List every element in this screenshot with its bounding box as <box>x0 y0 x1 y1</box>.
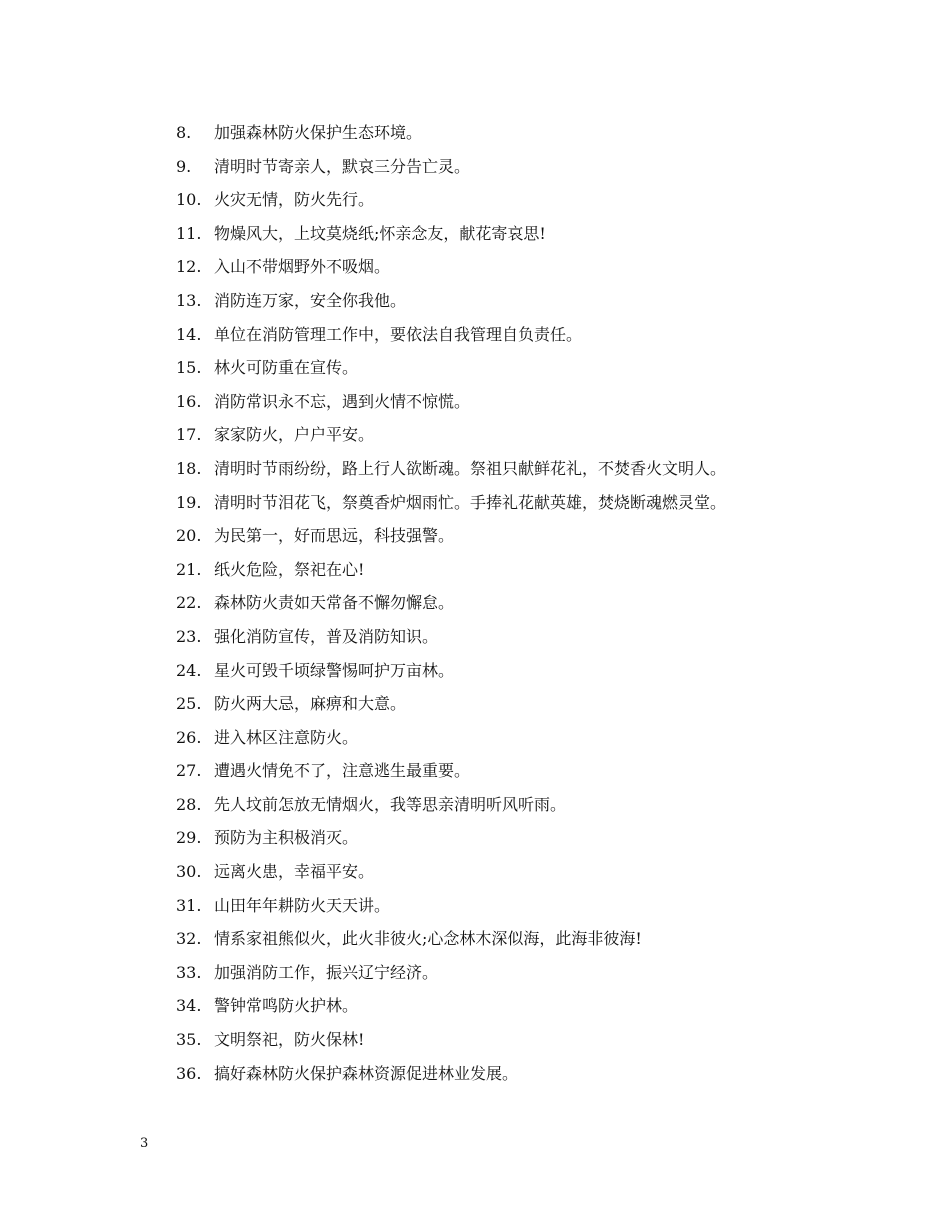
list-item <box>176 519 856 553</box>
item-text: 纸火危险，祭祀在心! <box>214 559 365 579</box>
list-item <box>176 620 856 654</box>
item-text: 情系家祖熊似火，此火非彼火;心念林木深似海，此海非彼海! <box>214 929 642 949</box>
item-text: 遭遇火情免不了，注意逃生最重要。 <box>214 761 471 781</box>
list-item <box>176 183 856 217</box>
item-number: 29. <box>176 828 202 848</box>
item-text: 清明时节泪花飞，祭奠香炉烟雨忙。手捧礼花献英雄，焚烧断魂燃灵堂。 <box>214 492 727 512</box>
item-number: 33. <box>176 962 202 982</box>
item-text: 家家防火，户户平安。 <box>214 425 375 445</box>
item-text: 消防常识永不忘，遇到火情不惊慌。 <box>214 391 471 411</box>
item-number: 36. <box>176 1063 202 1083</box>
item-number: 24. <box>176 660 202 680</box>
list-item <box>176 250 856 284</box>
item-text: 单位在消防管理工作中，要依法自我管理自负责任。 <box>214 324 583 344</box>
list-item <box>176 855 856 889</box>
item-number: 32. <box>176 929 202 949</box>
item-number: 23. <box>176 626 202 646</box>
list-item <box>176 922 856 956</box>
item-number: 34. <box>176 996 202 1016</box>
item-number: 13. <box>176 290 202 310</box>
item-number: 21. <box>176 559 202 579</box>
item-text: 林火可防重在宣传。 <box>214 358 359 378</box>
item-text: 搞好森林防火保护森林资源促进林业发展。 <box>214 1063 519 1083</box>
item-text: 加强消防工作，振兴辽宁经济。 <box>214 962 439 982</box>
list-item <box>176 687 856 721</box>
item-number: 15. <box>176 358 202 378</box>
item-number: 22. <box>176 593 202 613</box>
item-number: 16. <box>176 391 202 411</box>
list-item <box>176 116 856 150</box>
item-number: 25. <box>176 694 202 714</box>
item-text: 星火可毁千顷绿警惕呵护万亩林。 <box>214 660 455 680</box>
item-number: 11. <box>176 223 202 243</box>
item-text: 火灾无情，防火先行。 <box>214 190 375 210</box>
list-item <box>176 217 856 251</box>
list-item <box>176 1023 856 1057</box>
item-text: 远离火患，幸福平安。 <box>214 862 375 882</box>
list-item <box>176 351 856 385</box>
item-number: 19. <box>176 492 202 512</box>
list-item <box>176 821 856 855</box>
list-item <box>176 721 856 755</box>
item-text: 清明时节寄亲人，默哀三分告亡灵。 <box>214 156 471 176</box>
list-item <box>176 553 856 587</box>
item-text: 清明时节雨纷纷，路上行人欲断魂。祭祖只献鲜花礼，不焚香火文明人。 <box>214 458 727 478</box>
item-text: 文明祭祀，防火保林! <box>214 1030 365 1050</box>
list-item <box>176 1057 856 1091</box>
item-number: 18. <box>176 458 202 478</box>
list-item <box>176 754 856 788</box>
list-item <box>176 385 856 419</box>
item-text: 警钟常鸣防火护林。 <box>214 996 359 1016</box>
item-text: 进入林区注意防火。 <box>214 727 359 747</box>
item-number: 9. <box>176 156 192 176</box>
list-item <box>176 788 856 822</box>
item-number: 26. <box>176 727 202 747</box>
list-item <box>176 418 856 452</box>
list-item <box>176 989 856 1023</box>
item-number: 17. <box>176 425 202 445</box>
list-item <box>176 486 856 520</box>
item-number: 12. <box>176 257 202 277</box>
list-item <box>176 150 856 184</box>
item-number: 8. <box>176 123 192 142</box>
list-item <box>176 956 856 990</box>
item-number: 31. <box>176 895 202 915</box>
list-item <box>176 284 856 318</box>
item-text: 消防连万家，安全你我他。 <box>214 290 407 310</box>
list-item <box>176 452 856 486</box>
slogan-list <box>176 116 856 1090</box>
item-number: 20. <box>176 526 202 546</box>
list-item <box>176 318 856 352</box>
item-number: 27. <box>176 761 202 781</box>
item-text: 为民第一，好而思远，科技强警。 <box>214 526 455 546</box>
item-text: 山田年年耕防火天天讲。 <box>214 895 391 915</box>
item-text: 先人坟前怎放无情烟火，我等思亲清明听风听雨。 <box>214 794 567 814</box>
item-text: 预防为主积极消灭。 <box>214 828 359 848</box>
item-text: 森林防火责如天常备不懈勿懈怠。 <box>214 593 455 613</box>
item-text: 入山不带烟野外不吸烟。 <box>214 257 391 277</box>
list-item <box>176 889 856 923</box>
item-text: 防火两大忌，麻痹和大意。 <box>214 694 407 714</box>
item-text: 强化消防宣传，普及消防知识。 <box>214 626 439 646</box>
item-number: 14. <box>176 324 202 344</box>
item-number: 30. <box>176 862 202 882</box>
list-item <box>176 586 856 620</box>
page-number: 3 <box>140 1136 149 1151</box>
item-number: 35. <box>176 1030 202 1050</box>
item-text: 加强森林防火保护生态环境。 <box>214 123 423 142</box>
list-item <box>176 654 856 688</box>
item-text: 物燥风大，上坟莫烧纸;怀亲念友，献花寄哀思! <box>214 223 546 243</box>
item-number: 10. <box>176 190 202 210</box>
item-number: 28. <box>176 794 202 814</box>
